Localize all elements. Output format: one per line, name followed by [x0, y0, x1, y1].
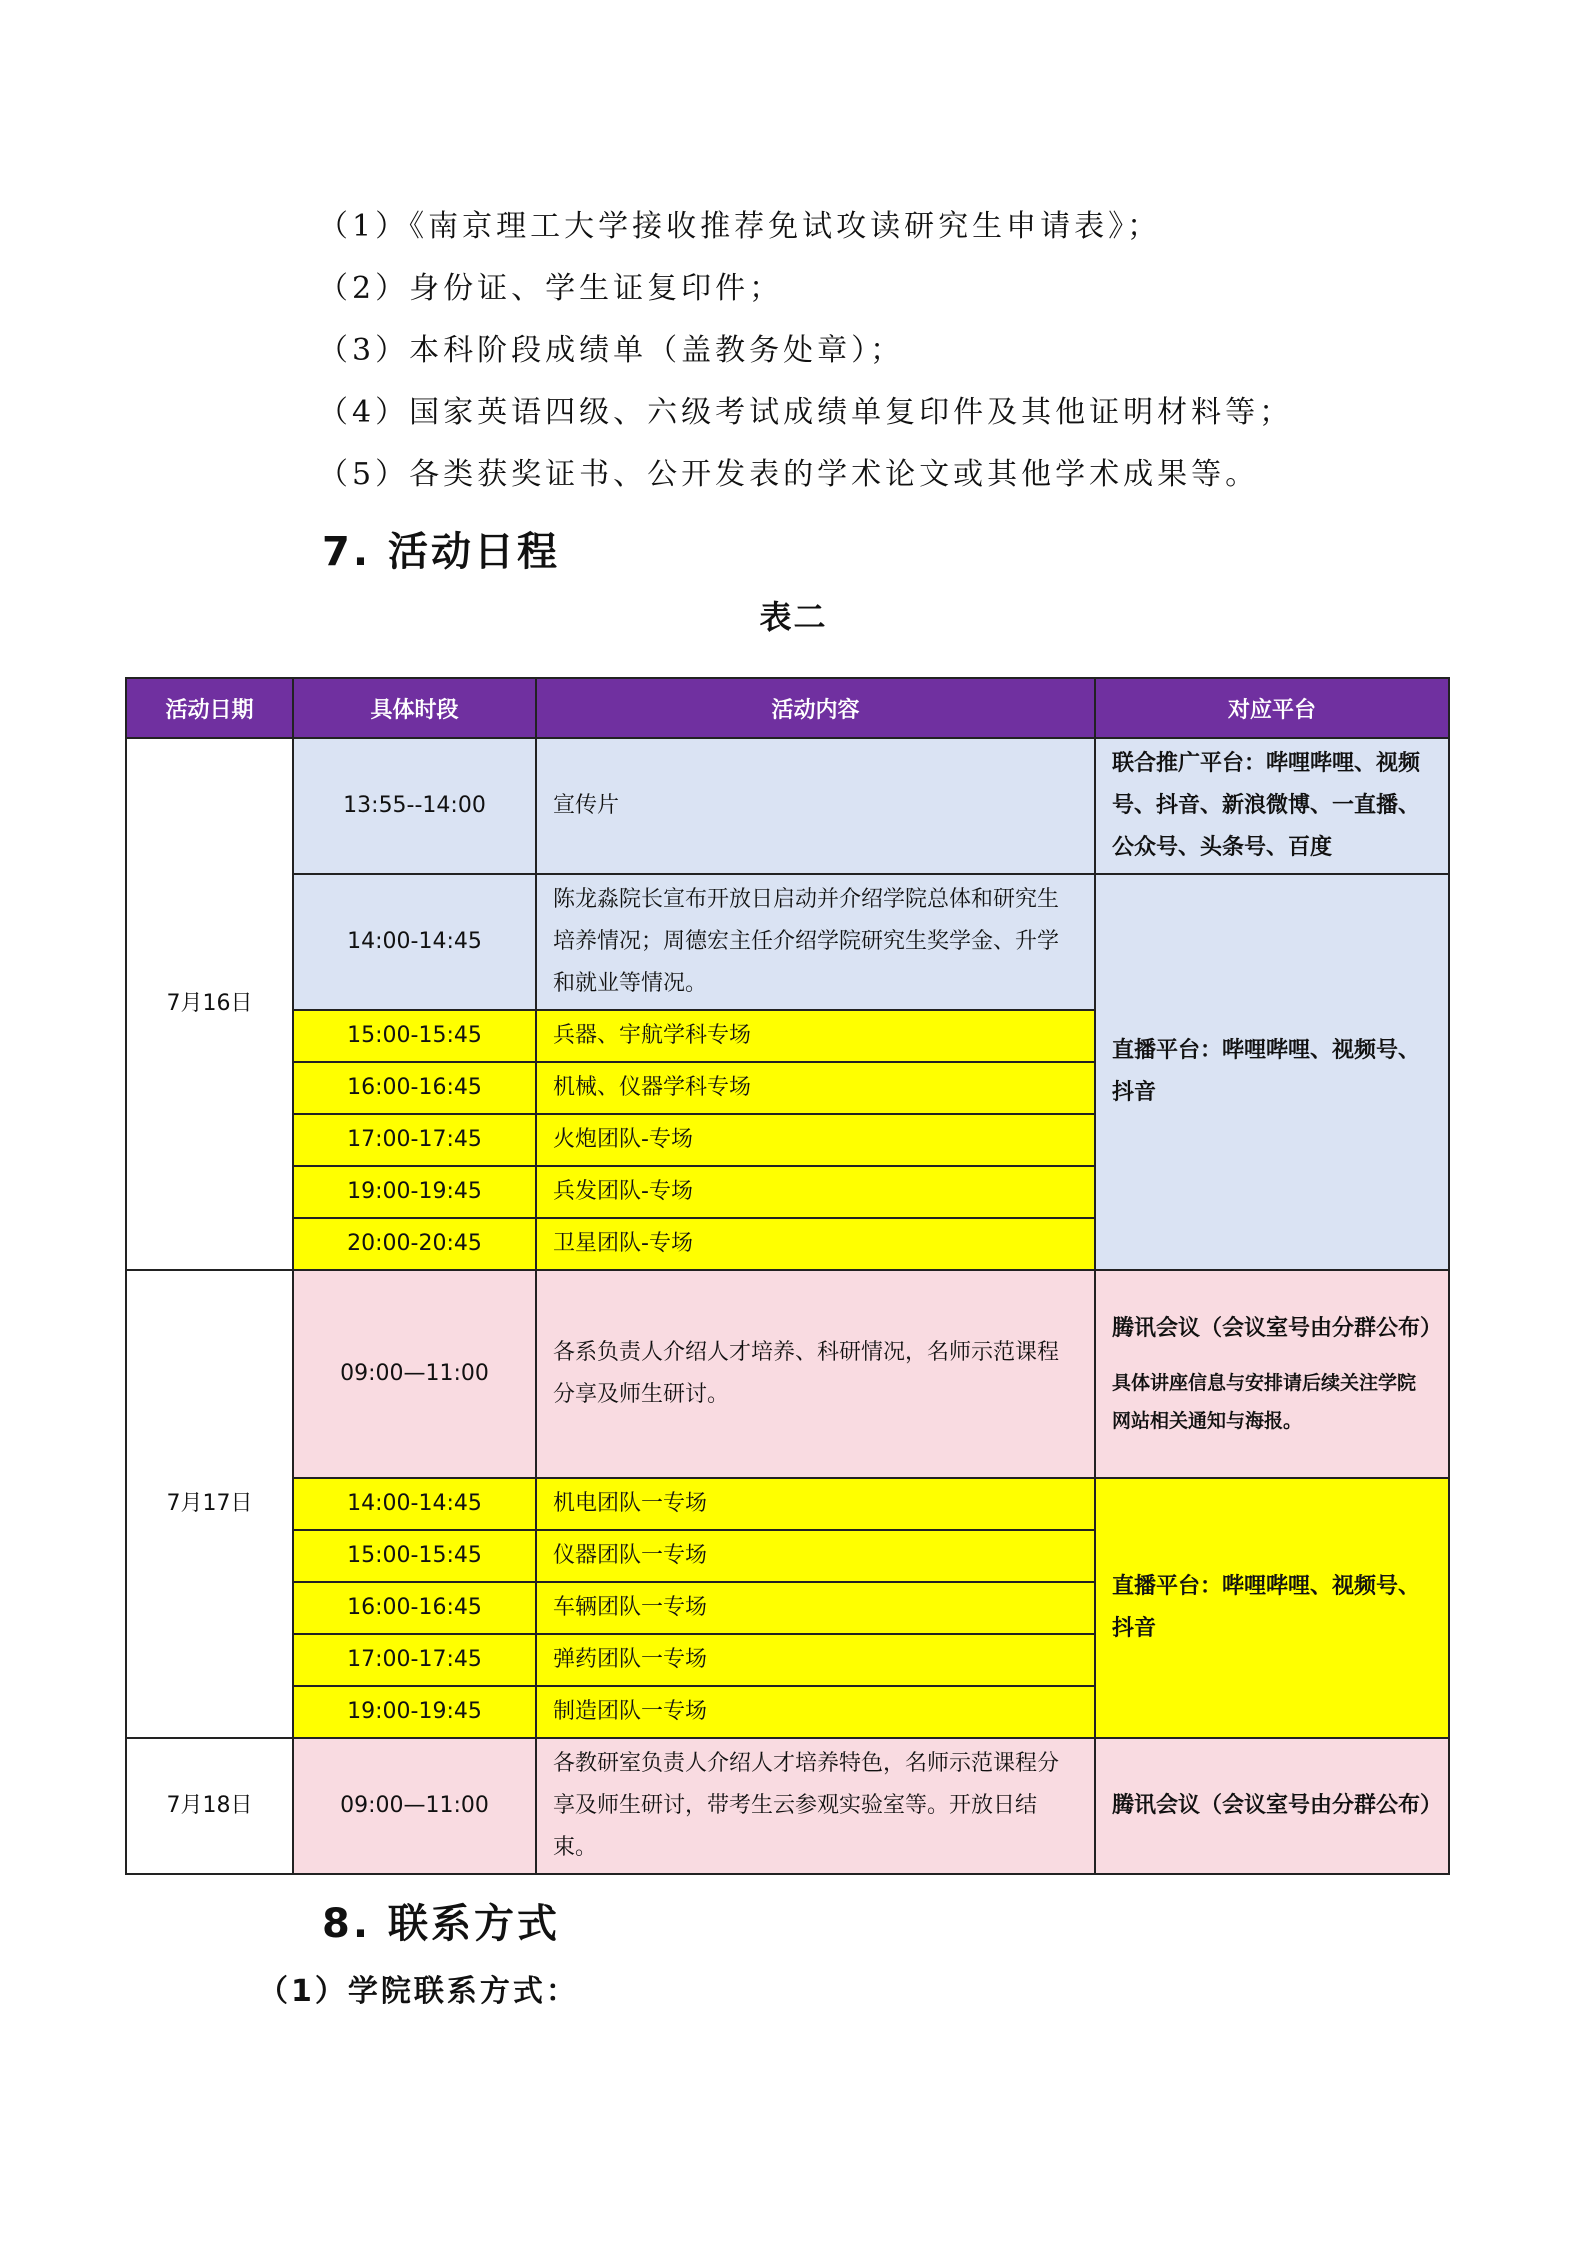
platform-cell: 腾讯会议（会议室号由分群公布） [1095, 1738, 1449, 1874]
time-cell: 09:00—11:00 [293, 1270, 536, 1478]
header-content: 活动内容 [536, 678, 1095, 738]
content-cell: 各系负责人介绍人才培养、科研情况，名师示范课程分享及师生研讨。 [536, 1270, 1095, 1478]
content-cell: 兵器、宇航学科专场 [536, 1010, 1095, 1062]
list-item: （4）国家英语四级、六级考试成绩单复印件及其他证明材料等； [318, 395, 1294, 430]
table-row [126, 874, 1449, 1010]
content-cell: 宣传片 [536, 738, 1095, 874]
header-date: 活动日期 [126, 678, 293, 738]
content-cell: 制造团队一专场 [536, 1686, 1095, 1738]
table-caption: 表二 [759, 598, 828, 636]
requirements-list [318, 196, 1418, 506]
list-item: （1）《南京理工大学接收推荐免试攻读研究生申请表》； [318, 209, 1162, 244]
content-cell: 仪器团队一专场 [536, 1530, 1095, 1582]
list-item: （3）本科阶段成绩单（盖教务处章）； [318, 333, 905, 368]
date-cell: 7月16日 [126, 738, 293, 1270]
table-row [126, 1738, 1449, 1874]
content-cell: 车辆团队一专场 [536, 1582, 1095, 1634]
table-header-row [126, 678, 1449, 738]
time-cell: 13:55--14:00 [293, 738, 536, 874]
time-cell: 19:00-19:45 [293, 1686, 536, 1738]
contact-subheading: （1）学院联系方式： [258, 1974, 579, 2009]
platform-cell: 直播平台：哔哩哔哩、视频号、抖音 [1095, 874, 1449, 1270]
content-cell: 各教研室负责人介绍人才培养特色，名师示范课程分享及师生研讨，带考生云参观实验室等。开放日结束。 [536, 1738, 1095, 1874]
section-8-title: 8. 联系方式 [322, 1901, 560, 1947]
content-cell: 机械、仪器学科专场 [536, 1062, 1095, 1114]
time-cell: 09:00—11:00 [293, 1738, 536, 1874]
time-cell: 16:00-16:45 [293, 1062, 536, 1114]
schedule-table [125, 677, 1450, 1875]
platform-text: 腾讯会议（会议室号由分群公布） [1112, 1316, 1443, 1341]
table-row [126, 1270, 1449, 1478]
time-cell: 17:00-17:45 [293, 1634, 536, 1686]
time-cell: 20:00-20:45 [293, 1218, 536, 1270]
time-cell: 16:00-16:45 [293, 1582, 536, 1634]
time-cell: 17:00-17:45 [293, 1114, 536, 1166]
platform-cell: 直播平台：哔哩哔哩、视频号、抖音 [1095, 1478, 1449, 1738]
section-7-title: 7. 活动日程 [322, 529, 560, 575]
date-cell: 7月18日 [126, 1738, 293, 1874]
content-cell: 弹药团队一专场 [536, 1634, 1095, 1686]
content-cell: 机电团队一专场 [536, 1478, 1095, 1530]
table-row [126, 738, 1449, 874]
time-cell: 15:00-15:45 [293, 1530, 536, 1582]
table-row [126, 1478, 1449, 1530]
content-cell: 陈龙淼院长宣布开放日启动并介绍学院总体和研究生培养情况；周德宏主任介绍学院研究生奖学金、升学和就业等情况。 [536, 874, 1095, 1010]
header-time: 具体时段 [293, 678, 536, 738]
date-cell: 7月17日 [126, 1270, 293, 1738]
platform-note: 具体讲座信息与安排请后续关注学院网站相关通知与海报。 [1112, 1372, 1417, 1432]
time-cell: 19:00-19:45 [293, 1166, 536, 1218]
content-cell: 火炮团队-专场 [536, 1114, 1095, 1166]
platform-cell [1095, 1270, 1449, 1478]
time-cell: 14:00-14:45 [293, 1478, 536, 1530]
content-cell: 卫星团队-专场 [536, 1218, 1095, 1270]
platform-cell: 联合推广平台：哔哩哔哩、视频号、抖音、新浪微博、一直播、公众号、头条号、百度 [1095, 738, 1449, 874]
list-item: （2）身份证、学生证复印件； [318, 271, 784, 306]
time-cell: 14:00-14:45 [293, 874, 536, 1010]
list-item: （5）各类获奖证书、公开发表的学术论文或其他学术成果等。 [318, 457, 1260, 492]
time-cell: 15:00-15:45 [293, 1010, 536, 1062]
header-platform: 对应平台 [1095, 678, 1449, 738]
content-cell: 兵发团队-专场 [536, 1166, 1095, 1218]
